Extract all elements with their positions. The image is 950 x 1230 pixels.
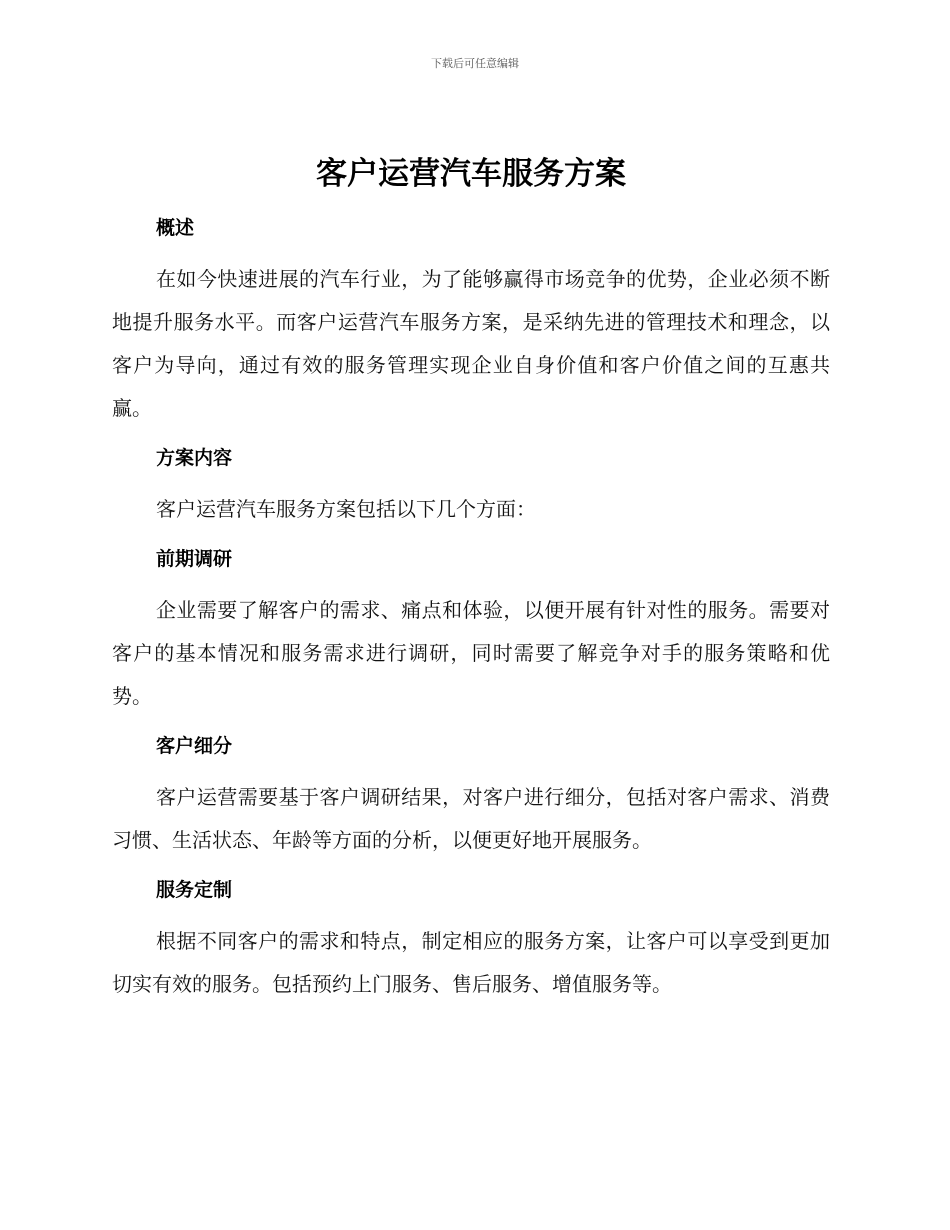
section-paragraph: 企业需要了解客户的需求、痛点和体验，以便开展有针对性的服务。需要对客户的基本情况和服务需求进行调研，同时需要了解竞争对手的服务策略和优势。 xyxy=(112,598,830,708)
section-plan-content xyxy=(112,442,830,543)
section-heading: 客户细分 xyxy=(156,735,233,757)
section-heading: 概述 xyxy=(156,217,195,239)
section-heading: 前期调研 xyxy=(156,548,233,570)
header-note: 下载后可任意编辑 xyxy=(431,57,519,70)
document-body xyxy=(112,150,830,1006)
section-paragraph: 在如今快速进展的汽车行业，为了能够赢得市场竞争的优势，企业必须不断地提升服务水平。而客户运营汽车服务方案，是采纳先进的管理技术和理念，以客户为导向，通过有效的服务管理实现企业自身价值和客户价值之间的互惠共赢。 xyxy=(112,267,830,420)
section-preliminary-research xyxy=(112,543,830,730)
section-overview xyxy=(112,212,830,442)
section-paragraph: 根据不同客户的需求和特点，制定相应的服务方案，让客户可以享受到更加切实有效的服务。包括预约上门服务、售后服务、增值服务等。 xyxy=(112,929,830,996)
section-customer-segmentation xyxy=(112,730,830,874)
document-title: 客户运营汽车服务方案 xyxy=(316,156,626,192)
section-paragraph: 客户运营需要基于客户调研结果，对客户进行细分，包括对客户需求、消费习惯、生活状态、年龄等方面的分析，以便更好地开展服务。 xyxy=(112,785,830,852)
section-heading: 服务定制 xyxy=(156,879,233,901)
section-service-customization xyxy=(112,874,830,1006)
section-paragraph: 客户运营汽车服务方案包括以下几个方面： xyxy=(156,497,536,521)
section-heading: 方案内容 xyxy=(156,447,233,469)
